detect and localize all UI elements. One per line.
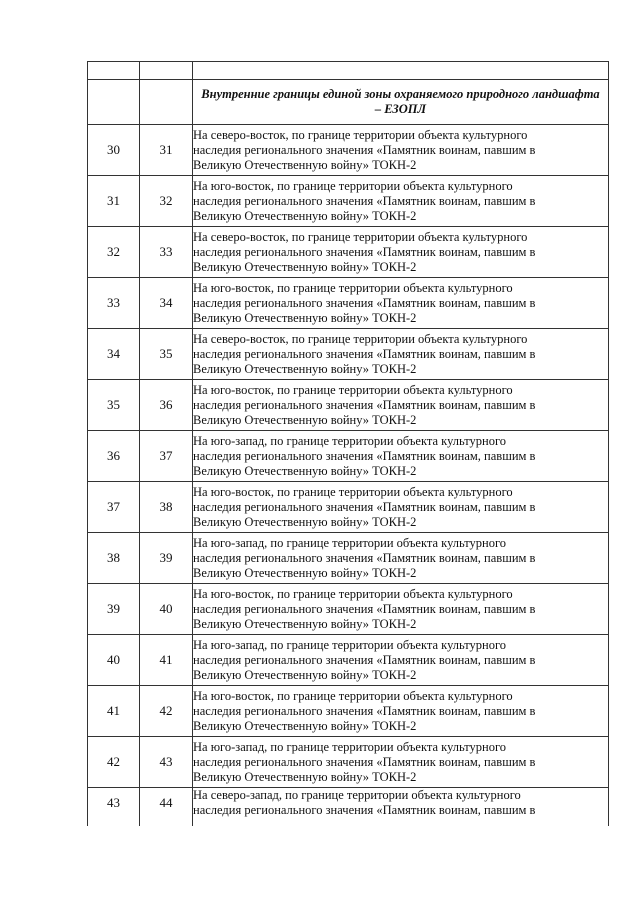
point-to-cell (140, 125, 193, 176)
boundary-description-line: На юго-запад, по границе территории объекта культурного (193, 535, 507, 550)
point-from-cell (88, 329, 140, 380)
boundary-description-line: На северо-запад, по границе территории объекта культурного (193, 788, 521, 802)
point-from-number: 38 (107, 550, 120, 565)
boundary-description-line: наследия регионального значения «Памятник воинам, павшим в (193, 601, 536, 616)
point-from-cell (88, 584, 140, 635)
point-to-number: 42 (159, 703, 173, 718)
boundary-description-cell (193, 125, 609, 176)
point-to-number: 34 (159, 295, 173, 310)
boundary-table-body (88, 62, 609, 827)
table-row (88, 788, 609, 827)
table-row (88, 380, 609, 431)
point-from-number: 37 (107, 499, 120, 514)
point-to-cell (140, 227, 193, 278)
boundary-description-cell (193, 635, 609, 686)
boundary-description-line: Великую Отечественную войну» ТОКН-2 (193, 565, 417, 580)
boundary-description-line: наследия регионального значения «Памятник воинам, павшим в (193, 803, 536, 817)
boundary-description-line: Великую Отечественную войну» ТОКН-2 (193, 769, 417, 784)
spacer-cell (88, 62, 140, 80)
point-to-cell (140, 482, 193, 533)
boundary-description-line: наследия регионального значения «Памятник воинам, павшим в (193, 499, 536, 514)
boundary-description-line: наследия регионального значения «Памятник воинам, павшим в (193, 550, 536, 565)
table-row (88, 686, 609, 737)
boundary-description-line: На северо-восток, по границе территории объекта культурного (193, 331, 528, 346)
boundary-description-line: наследия регионального значения «Памятник воинам, павшим в (193, 397, 536, 412)
boundary-description-line: наследия регионального значения «Памятник воинам, павшим в (193, 295, 536, 310)
section-heading: Внутренние границы единой зоны охраняемого природного ландшафта – ЕЗОПЛ (201, 87, 600, 116)
boundary-description-line: наследия регионального значения «Памятник воинам, павшим в (193, 448, 536, 463)
point-to-cell (140, 635, 193, 686)
point-from-number: 40 (107, 652, 120, 667)
table-row (88, 584, 609, 635)
point-from-cell (88, 125, 140, 176)
table-row (88, 533, 609, 584)
boundary-description-line: Великую Отечественную войну» ТОКН-2 (193, 514, 417, 529)
boundary-description-line: наследия регионального значения «Памятник воинам, павшим в (193, 652, 536, 667)
spacer-cell (193, 62, 609, 80)
boundary-description-line: Великую Отечественную войну» ТОКН-2 (193, 208, 417, 223)
section-heading-cell (193, 80, 609, 125)
boundary-description-line: На северо-восток, по границе территории объекта культурного (193, 229, 528, 244)
table-top-spacer-row (88, 62, 609, 80)
point-to-number: 41 (159, 652, 173, 667)
point-to-number: 44 (159, 795, 173, 810)
point-to-number: 43 (159, 754, 173, 769)
boundary-description-line: На юго-восток, по границе территории объекта культурного (193, 586, 513, 601)
table-row (88, 431, 609, 482)
point-to-cell (140, 788, 193, 827)
point-from-number: 30 (107, 142, 120, 157)
boundary-description-line: Великую Отечественную войну» ТОКН-2 (193, 463, 417, 478)
boundary-description-line: наследия регионального значения «Памятник воинам, павшим в (193, 346, 536, 361)
boundary-description-line: На юго-запад, по границе территории объекта культурного (193, 433, 507, 448)
point-from-cell (88, 176, 140, 227)
table-row (88, 227, 609, 278)
table-row (88, 278, 609, 329)
boundary-description-cell (193, 329, 609, 380)
boundary-description-line: На юго-восток, по границе территории объекта культурного (193, 484, 513, 499)
boundary-description-line: На северо-восток, по границе территории объекта культурного (193, 127, 528, 142)
table-row (88, 737, 609, 788)
boundary-description-cell (193, 686, 609, 737)
spacer-cell (140, 62, 193, 80)
point-to-cell (140, 584, 193, 635)
boundary-description-line: Великую Отечественную войну» ТОКН-2 (193, 361, 417, 376)
point-to-cell (140, 737, 193, 788)
table-row (88, 482, 609, 533)
point-to-cell (140, 278, 193, 329)
point-from-cell (88, 227, 140, 278)
point-from-cell (88, 533, 140, 584)
point-to-number: 33 (159, 244, 173, 259)
point-from-cell (88, 788, 140, 827)
boundary-description-cell (193, 533, 609, 584)
point-to-number: 35 (159, 346, 173, 361)
point-to-number: 40 (159, 601, 173, 616)
point-from-cell (88, 380, 140, 431)
boundary-description-line: На юго-восток, по границе территории объекта культурного (193, 382, 513, 397)
boundary-description-cell (193, 380, 609, 431)
point-from-cell (88, 278, 140, 329)
point-from-number: 34 (107, 346, 120, 361)
table-row (88, 329, 609, 380)
point-from-number: 41 (107, 703, 120, 718)
point-from-number: 31 (107, 193, 120, 208)
table-row (88, 176, 609, 227)
point-from-number: 35 (107, 397, 120, 412)
boundary-description-line: наследия регионального значения «Памятник воинам, павшим в (193, 142, 536, 157)
boundary-description-line: На юго-запад, по границе территории объекта культурного (193, 739, 507, 754)
boundary-description-cell (193, 278, 609, 329)
point-from-number: 33 (107, 295, 120, 310)
point-from-cell (88, 635, 140, 686)
boundary-description-cell (193, 737, 609, 788)
boundary-table (87, 61, 609, 826)
boundary-description-line: На юго-восток, по границе территории объекта культурного (193, 688, 513, 703)
point-to-cell (140, 329, 193, 380)
point-to-cell (140, 431, 193, 482)
boundary-description-cell (193, 788, 609, 827)
boundary-description-cell (193, 584, 609, 635)
boundary-description-cell (193, 176, 609, 227)
point-from-number: 36 (107, 448, 120, 463)
point-to-number: 36 (159, 397, 173, 412)
boundary-description-cell (193, 227, 609, 278)
point-to-cell (140, 176, 193, 227)
empty-cell (140, 80, 193, 125)
boundary-description-line: Великую Отечественную войну» ТОКН-2 (193, 157, 417, 172)
boundary-description-line: Великую Отечественную войну» ТОКН-2 (193, 259, 417, 274)
point-from-cell (88, 737, 140, 788)
point-from-number: 32 (107, 244, 120, 259)
boundary-description-line: Великую Отечественную войну» ТОКН-2 (193, 616, 417, 631)
point-from-number: 39 (107, 601, 120, 616)
table-row (88, 125, 609, 176)
point-from-number: 43 (107, 795, 120, 810)
boundary-description-line: Великую Отечественную войну» ТОКН-2 (193, 412, 417, 427)
point-to-cell (140, 686, 193, 737)
empty-cell (88, 80, 140, 125)
boundary-description-line: Великую Отечественную войну» ТОКН-2 (193, 667, 417, 682)
boundary-description-line: На юго-восток, по границе территории объекта культурного (193, 178, 513, 193)
point-to-number: 31 (159, 142, 173, 157)
boundary-description-line: Великую Отечественную войну» ТОКН-2 (193, 310, 417, 325)
point-to-cell (140, 380, 193, 431)
point-from-cell (88, 482, 140, 533)
boundary-description-line: Великую Отечественную войну» ТОКН-2 (193, 718, 417, 733)
section-heading-row (88, 80, 609, 125)
point-to-number: 37 (159, 448, 173, 463)
boundary-description-line: наследия регионального значения «Памятник воинам, павшим в (193, 703, 536, 718)
point-to-number: 39 (159, 550, 173, 565)
boundary-description-line: На юго-восток, по границе территории объекта культурного (193, 280, 513, 295)
point-from-cell (88, 686, 140, 737)
boundary-description-line: На юго-запад, по границе территории объекта культурного (193, 637, 507, 652)
point-from-cell (88, 431, 140, 482)
boundary-description-line: наследия регионального значения «Памятник воинам, павшим в (193, 244, 536, 259)
point-to-number: 38 (159, 499, 173, 514)
boundary-description-line: наследия регионального значения «Памятник воинам, павшим в (193, 193, 536, 208)
point-to-cell (140, 533, 193, 584)
boundary-description-cell (193, 482, 609, 533)
boundary-description-line: наследия регионального значения «Памятник воинам, павшим в (193, 754, 536, 769)
boundary-description-cell (193, 431, 609, 482)
point-to-number: 32 (159, 193, 173, 208)
point-from-number: 42 (107, 754, 120, 769)
table-row (88, 635, 609, 686)
